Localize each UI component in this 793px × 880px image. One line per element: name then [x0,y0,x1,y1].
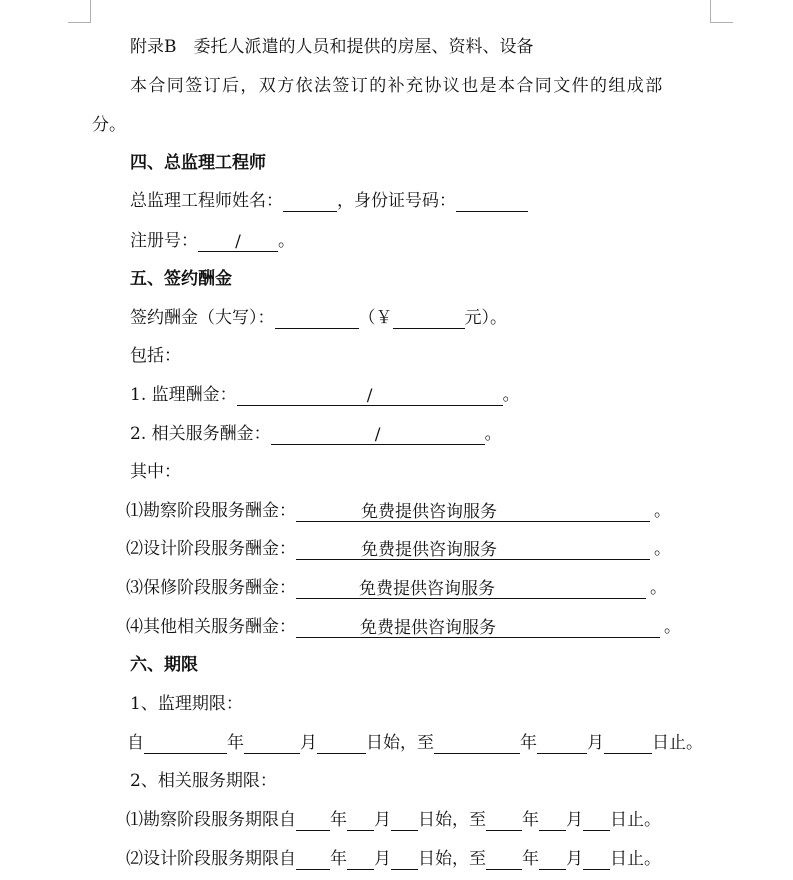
registration-line [130,230,295,252]
design-start-month-field[interactable] [347,849,374,870]
among-label: 其中： [130,462,181,482]
design-service-fee-line [126,538,671,560]
supervision-start-year-field[interactable] [144,733,227,754]
other-service-fee-label: ⑷其他相关服务酬金： [126,617,296,637]
supplement-paragraph-line2: 分。 [92,115,126,135]
supervision-start-year-label: 年 [227,733,244,753]
fee-yuan-close: 元）。 [464,308,507,328]
other-service-fee-line [126,616,681,638]
survey-start-year-label: 年 [330,810,347,830]
warranty-service-fee-value: 免费提供咨询服务 [359,579,495,599]
survey-start-day-label: 日始，至 [418,810,486,830]
warranty-service-fee-field[interactable] [296,578,646,599]
supervision-start-month-label: 月 [300,733,317,753]
warranty-service-fee-period: 。 [650,578,667,598]
survey-service-fee-period: 。 [654,501,671,521]
other-service-fee-value: 免费提供咨询服务 [360,618,496,638]
design-start-year-label: 年 [330,849,347,869]
fee-number-field[interactable] [393,308,465,329]
design-end-year-field[interactable] [486,849,522,870]
survey-end-month-label: 月 [566,810,583,830]
warranty-service-fee-label: ⑶保修阶段服务酬金： [126,578,296,598]
other-service-fee-period: 。 [664,617,681,637]
fee-capital-label: 签约酬金（大写）： [130,308,275,328]
survey-service-fee-line [126,500,671,522]
section-5-title: 五、签约酬金 [130,269,232,289]
fee-yen-open: （￥ [358,308,393,328]
section-4-title: 四、总监理工程师 [130,153,266,173]
supervision-end-year-label: 年 [520,733,537,753]
includes-label: 包括： [130,346,181,366]
survey-start-year-field[interactable] [296,810,330,831]
other-service-fee-field[interactable] [296,617,660,638]
design-service-fee-label: ⑵设计阶段服务酬金： [126,539,296,559]
supervision-fee-period: 。 [502,385,520,405]
survey-end-year-label: 年 [522,810,539,830]
registration-period: 。 [278,231,295,251]
survey-end-day-field[interactable] [583,810,610,831]
supervision-end-day-label: 日止。 [652,733,703,753]
id-number-label: ，身份证号码： [337,191,456,211]
design-start-day-field[interactable] [391,849,418,870]
registration-field[interactable]: / [198,231,278,252]
design-service-fee-field[interactable] [296,539,650,560]
design-end-month-label: 月 [566,849,583,869]
supervision-start-month-field[interactable] [244,733,300,754]
design-end-month-field[interactable] [539,849,566,870]
fee-capital-field[interactable] [275,308,359,329]
survey-end-day-label: 日止。 [610,810,661,830]
survey-term-dates [126,809,661,831]
related-service-fee-period: 。 [484,424,502,444]
survey-start-month-label: 月 [374,810,391,830]
design-term-label: ⑵设计阶段服务期限自 [126,849,296,869]
supervision-start-day-field[interactable] [317,733,366,754]
chief-name-field[interactable] [283,191,337,212]
supplement-paragraph-line1: 本合同签订后，双方依法签订的补充协议也是本合同文件的组成部 [130,76,664,96]
chief-engineer-line [130,190,528,212]
survey-service-fee-value: 免费提供咨询服务 [361,502,497,522]
design-start-month-label: 月 [374,849,391,869]
survey-service-fee-label: ⑴勘察阶段服务酬金： [126,501,296,521]
supervision-term-label: 1、监理期限： [130,694,243,714]
contract-fee-line [130,307,507,329]
id-number-field[interactable] [456,191,528,212]
supervision-start-day-label: 日始，至 [366,733,434,753]
supervision-fee-field[interactable]: / [237,385,503,406]
supervision-end-month-label: 月 [587,733,604,753]
registration-label: 注册号： [130,231,198,251]
crop-mark-top-left [68,0,91,23]
design-start-day-label: 日始，至 [418,849,486,869]
design-end-day-label: 日止。 [610,849,661,869]
related-service-fee-label: 2. 相关服务酬金： [130,424,271,444]
supervision-fee-label: 1. 监理酬金： [130,385,237,405]
design-start-year-field[interactable] [296,849,330,870]
design-end-year-label: 年 [522,849,539,869]
survey-service-fee-field[interactable] [296,501,650,522]
supervision-end-year-field[interactable] [434,733,520,754]
appendix-b-line: 附录B 委托人派遣的人员和提供的房屋、资料、设备 [130,37,534,57]
design-service-fee-period: 。 [654,539,671,559]
related-service-fee-line [130,423,502,445]
survey-start-day-field[interactable] [391,810,418,831]
related-service-fee-field[interactable]: / [271,424,485,445]
survey-term-label: ⑴勘察阶段服务期限自 [126,810,296,830]
crop-mark-top-right [710,0,733,23]
design-service-fee-value: 免费提供咨询服务 [361,540,497,560]
survey-end-year-field[interactable] [486,810,522,831]
supervision-from-label: 自 [127,733,144,753]
survey-start-month-field[interactable] [347,810,374,831]
supervision-end-day-field[interactable] [604,733,652,754]
section-6-title: 六、期限 [130,655,198,675]
warranty-service-fee-line [126,577,667,599]
supervision-term-dates [127,732,703,754]
design-end-day-field[interactable] [583,849,610,870]
supervision-fee-line [130,384,520,406]
survey-end-month-field[interactable] [539,810,566,831]
design-term-dates [126,848,661,870]
related-service-term-label: 2、相关服务期限： [130,771,277,791]
supervision-end-month-field[interactable] [537,733,587,754]
chief-name-label: 总监理工程师姓名： [130,191,283,211]
